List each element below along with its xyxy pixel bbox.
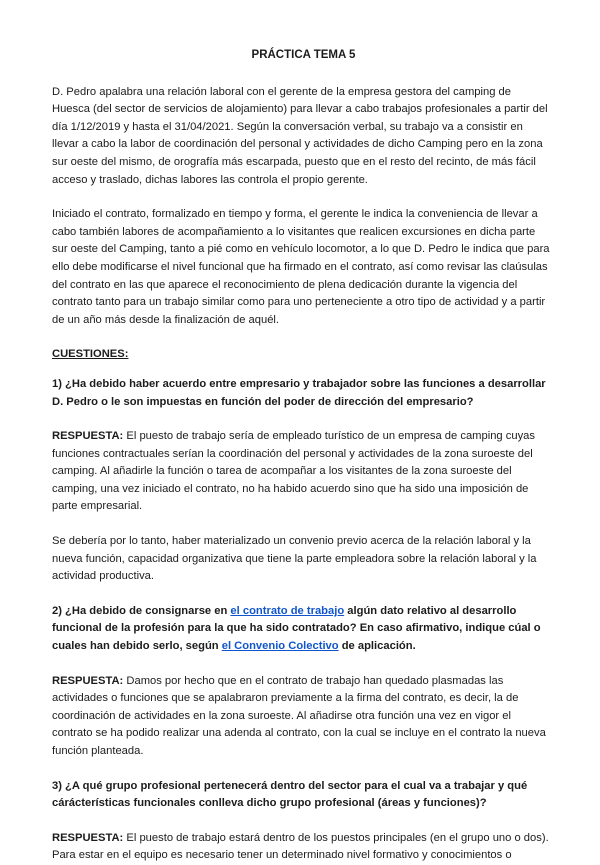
intro-paragraph-1: D. Pedro apalabra una relación laboral con el gerente de la empresa gestora del camping de Huesca (del sector de servicios de alojamiento) para llevar a cabo trabajos profesionales a partir del día 1/12/2019 y hasta el 31/04/2021. Según la conversación verbal, su trabajo va a consistir en llevar a cabo la labor de coordinación del personal y actividades de dicho Camping pero en la zona sur oeste del mismo, de orografía más escarpada, puesto que en el resto del recinto, de más fácil acceso y traslado, dichas labores las controla el propio gerente. [52,85,548,186]
question-2-part-2: algún dato relativo al desarrollo funcional de la profesión para la que ha sido contratado? En caso afirmativo, indique cúal o cuales han debido serlo, según [52,604,541,653]
intro-paragraph-2: Iniciado el contrato, formalizado en tiempo y forma, el gerente le indica la conveniencia de llevar a cabo también labores de acompañamiento a lo visitantes que realicen excursiones en dicha parte sur oeste del Camping, tanto a pié como en vehículo locomotor, a lo que D. Pedro le indica que para ello debe modificarse el nivel funcional que ha firmado en el contrato, así como revisar las claúsulas del contrato en las que aparece el reconocimiento de plena dedicación durante la vigencia del contrato tanto para un trabajo similar como para uno perteneciente a otro tipo de actividad y a partir de un año más desde la finalización de aquél. [52,208,550,326]
answer-1-paragraph-2: Se debería por lo tanto, haber materializado un convenio previo acerca de la relación laboral y la nueva función, capacidad organizativa que tiene la parte empleadora sobre la relación laboral y la actividad productiva. [52,535,537,583]
question-1: 1) ¿Ha debido haber acuerdo entre empresario y trabajador sobre las funciones a desarrollar D. Pedro o le son impuestas en función del poder de dirección del empresario? [52,377,546,408]
answer-2-text: Damos por hecho que en el contrato de trabajo han quedado plasmadas las actividades o funciones que se apalabraron previamente a la firma del contrato, es decir, la de coordinación de actividades en la zona suroeste. Al añadirse otra función una vez en vigor el contrato se ha podido realizar una adenda al contrato, con la cual se incluye en el contrato la nueva función planteada. [52,674,546,757]
response-label: RESPUESTA: [52,831,124,844]
convenio-colectivo-link[interactable]: el Convenio Colectivo [221,640,339,653]
contrato-de-trabajo-link[interactable]: el contrato de trabajo [230,604,345,617]
answer-3 [52,830,551,865]
response-label: RESPUESTA: [52,674,124,687]
document-title: PRÁCTICA TEMA 5 [251,49,356,61]
answer-2 [52,673,551,761]
cuestiones-heading: CUESTIONES: [52,348,129,361]
question-2-part-3: de aplicación. [338,640,416,653]
answer-1 [52,428,551,516]
question-3: 3) ¿A qué grupo profesional pertenecerá dentro del sector para el cual va a trabajar y qué cárácterísticas funcionales conlleva dicho grupo profesional (áreas y funciones)? [52,779,528,810]
response-label: RESPUESTA: [52,430,124,443]
answer-3-text: El puesto de trabajo estará dentro de los puestos principales (en el grupo uno o dos). Para estar en el equipo es necesario tener un determinado nivel formativo y conocimientos o [52,831,549,862]
question-2 [52,603,551,656]
question-2-part-1: 2) ¿Ha debido de consignarse en [52,604,231,617]
answer-1-text: El puesto de trabajo sería de empleado turístico de un empresa de camping cuyas funciones contractuales serían la coordinación del personal y actividades de la zona suroeste del camping. Al añadirle la función o tarea de acompañar a los visitantes de la zona suroeste del camping, una vez iniciado el contrato, no ha habido acuerdo sino que ha sido una imposición de parte empresarial. [52,430,535,513]
